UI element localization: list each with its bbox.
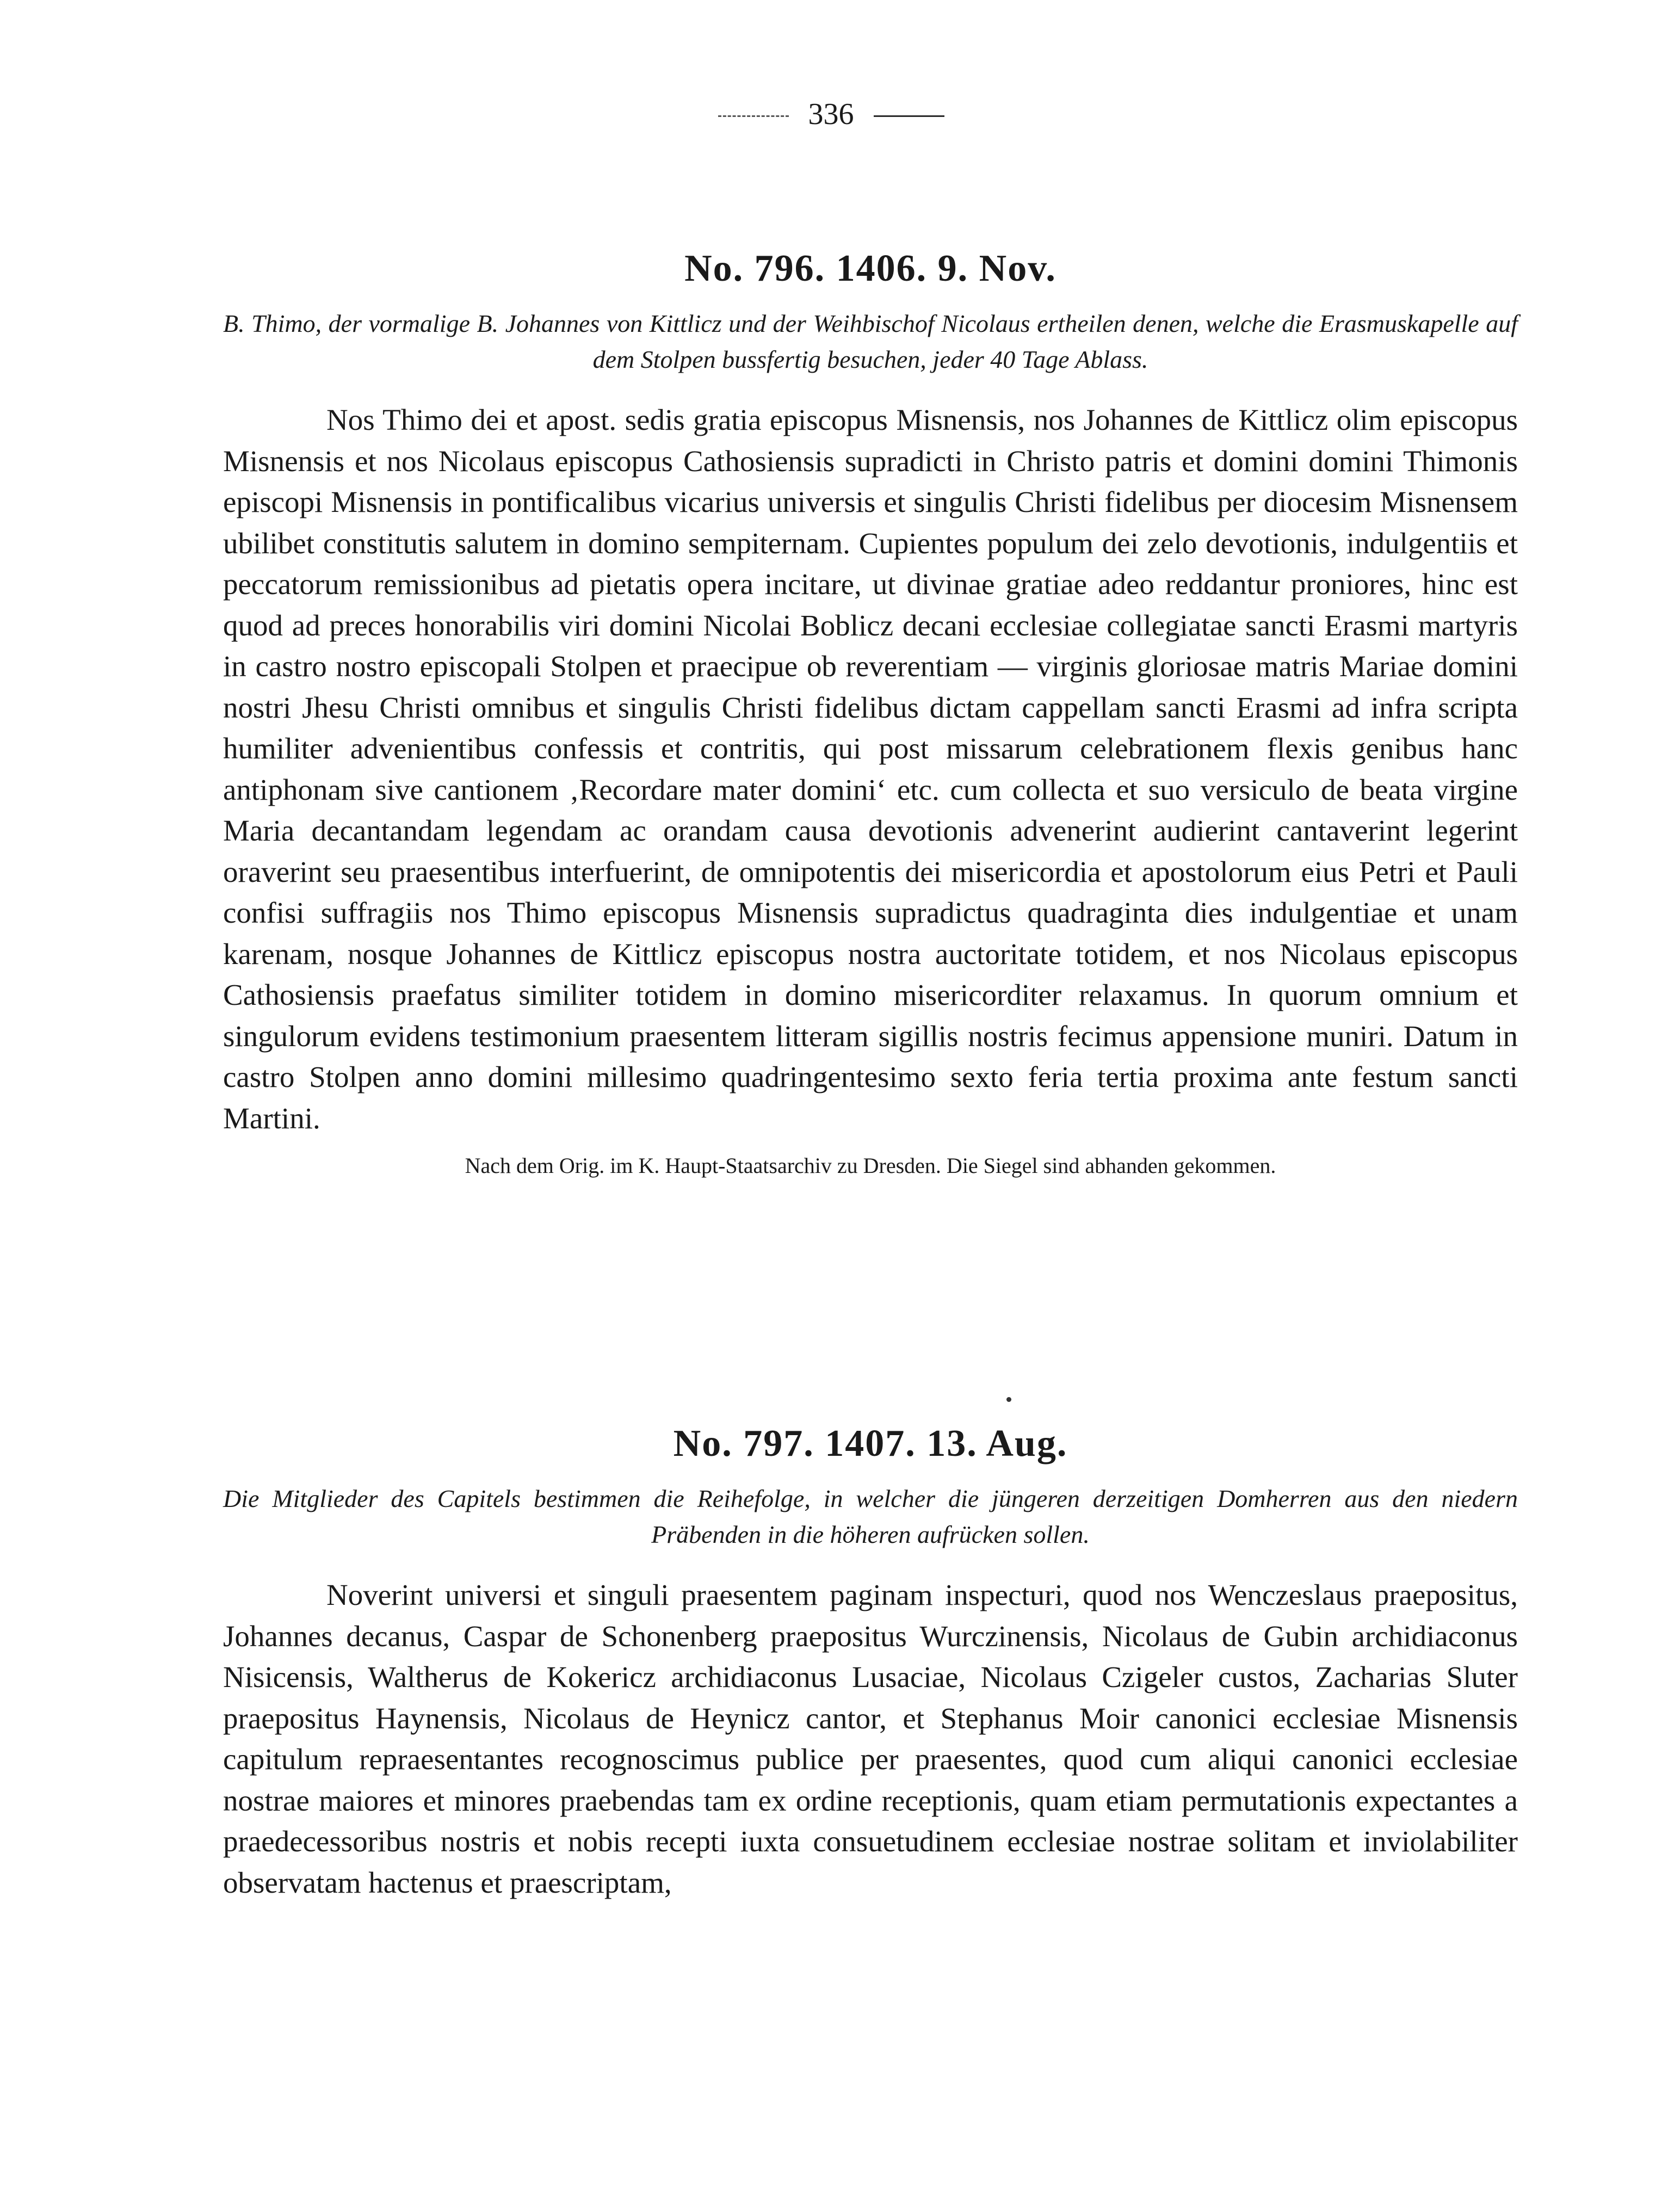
charter-heading: No. 797. 1407. 13. Aug. [673, 1423, 1068, 1465]
charter-text: Nos Thimo dei et apost. sedis gratia episcopus Misnensis, nos Johannes de Kittlicz olim episcopus Misnensis et nos Nicolaus episcopus Cathosiensis supradicti in Christo patris et domini domini Thimonis episcopi Misnensis in pontificalibus vicarius universis et singulis Christi fidelibus per diocesim Misnensem ubilibet constitutis salutem in domino sempiternam. Cupientes populum dei zelo devotionis, indulgentiis et peccatorum remissionibus ad pietatis opera incitare, ut divinae gratiae adeo reddantur proniores, hinc est quod ad preces honorabilis viri domini Nicolai Boblicz decani ecclesiae collegiatae sancti Erasmi martyris in castro nostro episcopali Stolpen et praecipue ob reverentiam — virginis gloriosae matris Mariae domini nostri Jhesu Christi omnibus et singulis Christi fidelibus dictam cappellam sancti Erasmi ad infra scripta humiliter advenientibus confessis et contritis, qui post missarum celebrationem flexis genibus hanc antiphonam sive cantionem ‚Recordare mater domini‘ etc. cum collecta et suo versiculo de beata virgine Maria decantandam legendam ac orandam causa devotionis advenerint audierint cantaverint legerint oraverint seu praesentibus interfuerint, de omnipotentis dei misericordia et apostolorum eius Petri et Pauli confisi suffragiis nos Thimo episcopus Misnensis supradictus quadraginta dies indulgentiae et unam karenam, nosque Johannes de Kittlicz episcopus nostra auctoritate totidem, et nos Nicolaus episcopus Cathosiensis praefatus similiter totidem in domino misericorditer relaxamus. In quorum omnium et singulorum evidens testimonium praesentem litteram sigillis nostris fecimus appensione muniri. Datum in castro Stolpen anno domini millesimo quadringentesimo sexto feria tertia proxima ante festum sancti Martini. [223, 403, 1518, 1135]
page-header [0, 95, 1662, 133]
header-rule-right [874, 115, 944, 117]
charter-heading: No. 796. 1406. 9. Nov. [684, 248, 1056, 289]
header-rule-left [718, 115, 789, 117]
charter-text: Noverint universi et singuli praesentem paginam inspecturi, quod nos Wenczeslaus praepositus, Johannes decanus, Caspar de Schonenberg praepositus Wurczinensis, Nicolaus de Gubin archidiaconus Nisicensis, Waltherus de Kokericz archidiaconus Lusaciae, Nicolaus Czigeler custos, Zacharias Sluter praepositus Haynensis, Nicolaus de Heynicz cantor, et Stephanus Moir canonici ecclesiae Misnensis capitulum repraesentantes recognoscimus publice per praesentes, quod cum aliqui canonici ecclesiae nostrae maiores et minores praebendas tam ex ordine receptionis, quam etiam permutationis expectantes a praedecessoribus nostris et nobis recepti iuxta consuetudinem ecclesiae nostrae solitam et inviolabiliter observatam hactenus et praescriptam, [223, 1578, 1518, 1899]
charter-summary: Die Mitglieder des Capitels bestimmen die Reihefolge, in welcher die jüngeren derzeitigen Domherren aus den niedern Präbenden in die höheren aufrücken sollen. [223, 1485, 1518, 1548]
page-number: 336 [808, 97, 854, 131]
charter-797 [223, 1421, 1518, 1903]
charter-summary: B. Thimo, der vormalige B. Johannes von Kittlicz und der Weihbischof Nicolaus ertheilen denen, welche die Erasmuskapelle auf dem Stolpen bussfertig besuchen, jeder 40 Tage Ablass. [223, 310, 1518, 373]
source-note: Nach dem Orig. im K. Haupt-Staatsarchiv zu Dresden. Die Siegel sind abhanden gekommen. [465, 1153, 1276, 1178]
print-speck [1006, 1397, 1011, 1402]
charter-796 [223, 246, 1518, 1181]
